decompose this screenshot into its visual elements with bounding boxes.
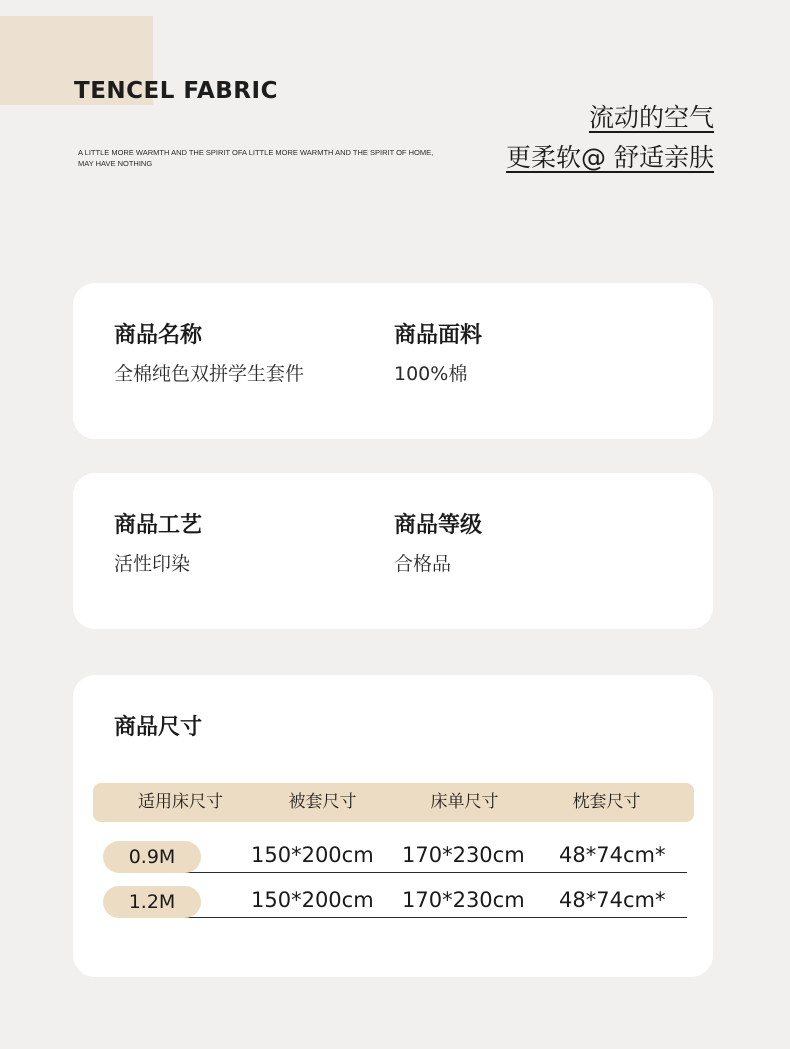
spec-label: 商品名称: [114, 323, 203, 348]
slogan-line-2: 更柔软@ 舒适亲肤: [506, 143, 714, 172]
spec-value: 全棉纯色双拼学生套件: [114, 363, 305, 385]
product-size-card: [73, 675, 713, 977]
spec-label: 商品工艺: [114, 513, 203, 538]
table-row: [73, 839, 713, 879]
header-bed-size: 适用床尺寸: [138, 792, 223, 812]
bed-sheet-size: 170*230cm: [402, 888, 525, 912]
slogan-line-1: 流动的空气: [588, 103, 714, 132]
row-divider: [130, 917, 687, 918]
spec-label: 商品面料: [394, 323, 483, 348]
header-quilt-cover-size: 被套尺寸: [288, 792, 357, 812]
spec-product-craft: [114, 515, 202, 574]
size-section-title: 商品尺寸: [114, 715, 203, 740]
header-pillowcase-size: 枕套尺寸: [572, 792, 641, 812]
quilt-cover-size: 150*200cm: [251, 843, 374, 867]
spec-value: 100%棉: [394, 363, 468, 385]
bed-sheet-size: 170*230cm: [402, 843, 525, 867]
brand-tagline: A LITTLE MORE WARMTH AND THE SPIRIT OFA LITTLE MORE WARMTH AND THE SPIRIT OF HOME, MAY HAVE NOTHING: [78, 148, 434, 168]
row-divider: [130, 872, 687, 873]
spec-product-grade: [394, 515, 482, 574]
bed-size-badge: 1.2M: [103, 886, 201, 918]
bed-size-badge: 0.9M: [103, 841, 201, 873]
spec-product-fabric: [394, 325, 482, 384]
spec-value: 活性印染: [114, 553, 191, 575]
spec-value: 合格品: [394, 553, 452, 575]
product-craft-card: [73, 473, 713, 629]
quilt-cover-size: 150*200cm: [251, 888, 374, 912]
product-info-card: [73, 283, 713, 439]
size-table-header: [93, 783, 694, 822]
pillowcase-size: 48*74cm*: [559, 843, 666, 867]
pillowcase-size: 48*74cm*: [559, 888, 666, 912]
spec-label: 商品等级: [394, 513, 483, 538]
header-bed-sheet-size: 床单尺寸: [430, 792, 499, 812]
table-row: [73, 884, 713, 924]
spec-product-name: [114, 325, 304, 384]
brand-title: TENCEL FABRIC: [74, 78, 278, 104]
